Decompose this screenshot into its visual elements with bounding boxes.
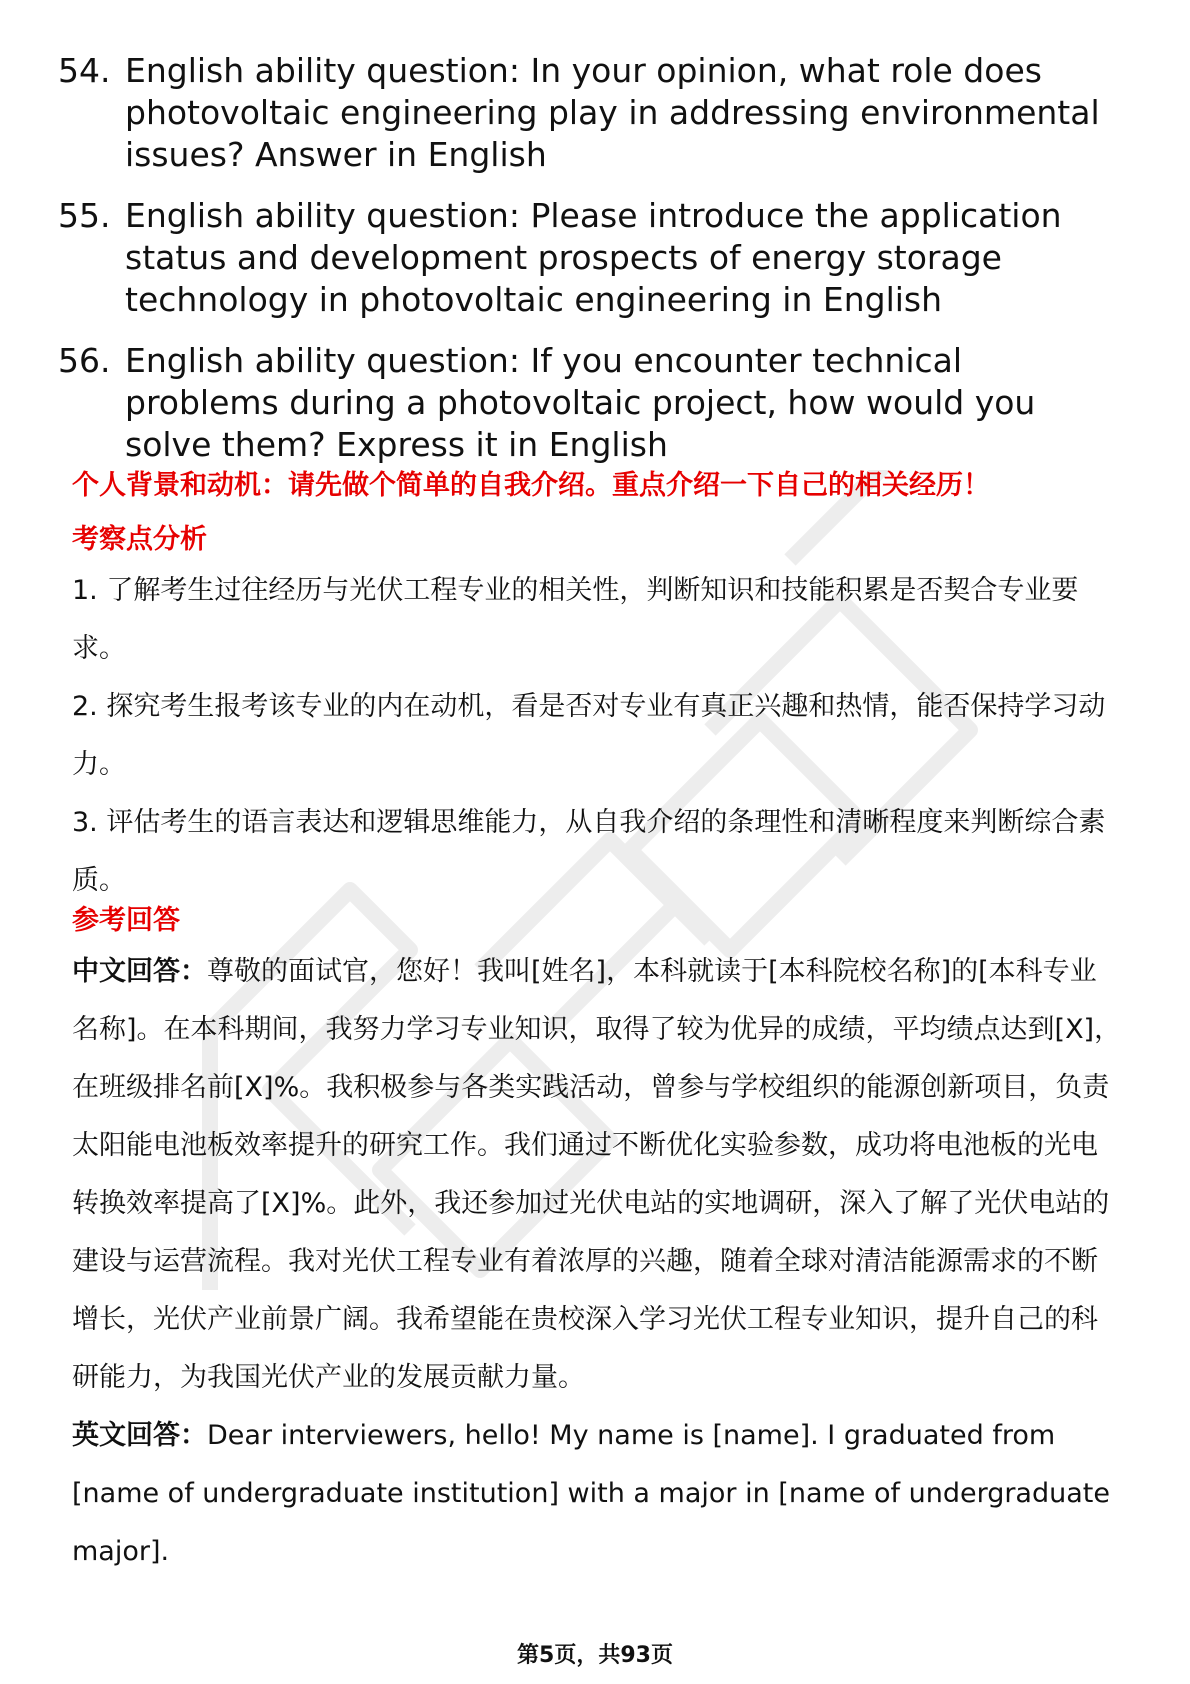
question-text: English ability question: In your opinion, what role does photovoltaic engineering play in addressing environmental issues? Answer in English bbox=[125, 51, 1100, 174]
background-question-heading: 个人背景和动机：请先做个简单的自我介绍。重点介绍一下自己的相关经历！ bbox=[72, 470, 990, 501]
analysis-point: 3. 评估考生的语言表达和逻辑思维能力，从自我介绍的条理性和清晰程度来判断综合素质。 bbox=[72, 807, 1106, 896]
analysis-point: 2. 探究考生报考该专业的内在动机，看是否对专业有真正兴趣和热情，能否保持学习动力。 bbox=[72, 691, 1106, 780]
page-number: 第5页，共93页 bbox=[517, 1643, 673, 1668]
chinese-answer-text: 尊敬的面试官，您好！我叫[姓名]，本科就读于[本科院校名称]的[本科专业名称]。在本科期间，我努力学习专业知识，取得了较为优异的成绩，平均绩点达到[X]，在班级排名前[X]%。我积极参与各类实践活动，曾参与学校组织的能源创新项目，负责太阳能电池板效率提升的研究工作。我们通过不断优化实验参数，成功将电池板的光电转换效率提高了[X]%。此外，我还参加过光伏电站的实地调研，深入了解了光伏电站的建设与运营流程。我对光伏工程专业有着浓厚的兴趣，随着全球对清洁能源需求的不断增长，光伏产业前景广阔。我希望能在贵校深入学习光伏工程专业知识，提升自己的科研能力，为我国光伏产业的发展贡献力量。 bbox=[72, 956, 1122, 1393]
english-answer-text: Dear interviewers, hello! My name is [name]. I graduated from [name of undergraduate institution] with a major in [name of undergraduate major]. bbox=[72, 1420, 1110, 1567]
reference-heading: 参考回答 bbox=[72, 905, 180, 936]
english-answer-label: 英文回答： bbox=[72, 1420, 207, 1451]
analysis-section bbox=[72, 521, 1122, 910]
question-number: 56. bbox=[58, 341, 111, 380]
background-question bbox=[72, 467, 1122, 505]
question-list bbox=[58, 50, 1118, 485]
question-text: English ability question: Please introduce the application status and development prospects of energy storage technology in photovoltaic engineering in English bbox=[125, 196, 1062, 319]
chinese-answer bbox=[72, 943, 1122, 1407]
analysis-point: 1. 了解考生过往经历与光伏工程专业的相关性，判断知识和技能积累是否契合专业要求。 bbox=[72, 575, 1079, 664]
list-item bbox=[58, 50, 1118, 176]
question-number: 54. bbox=[58, 51, 111, 90]
list-item bbox=[58, 195, 1118, 321]
chinese-answer-label: 中文回答： bbox=[72, 956, 207, 987]
reference-section bbox=[72, 902, 1122, 1581]
english-answer bbox=[72, 1407, 1122, 1581]
list-item bbox=[58, 340, 1118, 466]
analysis-heading: 考察点分析 bbox=[72, 524, 207, 555]
question-number: 55. bbox=[58, 196, 111, 235]
question-text: English ability question: If you encounter technical problems during a photovoltaic project, how would you solve them? Express it in English bbox=[125, 341, 1036, 464]
